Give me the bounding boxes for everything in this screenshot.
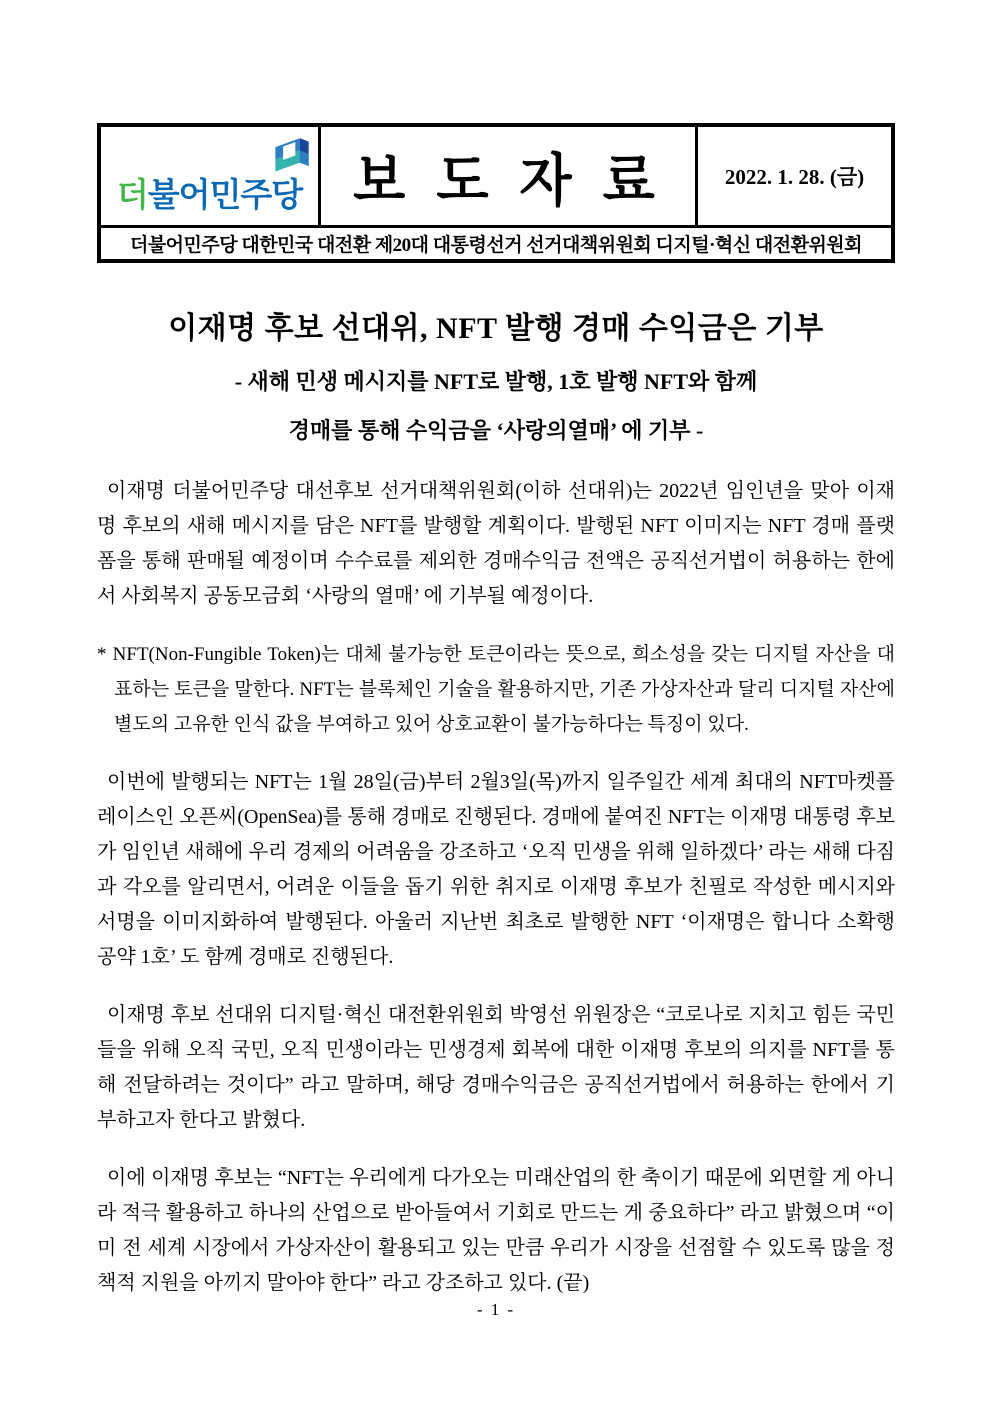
paragraph-1: 이재명 더불어민주당 대선후보 선거대책위원회(이하 선대위)는 2022년 임인년을 맞아 이재명 후보의 새해 메시지를 담은 NFT를 발행할 계획이다. 발행된 NFT 이미지는 NFT 경매 플랫폼을 통해 판매될 예정이며 수수료를 제외한 경매수익금 전액은 공직선거법이 허용하는 한에서 사회복지 공동모금회 ‘사랑의 열매’ 에 기부될 예정이다. [97,480,895,607]
article-subtitle-line2: 경매를 통해 수익금을 ‘사랑의열매’ 에 기부 - [288,418,704,443]
party-logo [101,127,321,225]
doc-type-title: 보 도 자 료 [353,149,663,213]
paragraph-2: 이번에 발행되는 NFT는 1월 28일(금)부터 2월3일(목)까지 일주일간 세계 최대의 NFT마켓플레이스인 오픈씨(OpenSea)를 통해 경매로 진행된다. 경매에 붙여진 NFT는 이재명 대통령 후보가 임인년 새해에 우리 경제의 어려움을 강조하고 ‘오직 민생을 위해 일하겠다’ 라는 새해 다짐과 각오를 알리면서, 어려운 이들을 돕기 위한 취지로 이재명 후보가 친필로 작성한 메시지와 서명을 이미지화하여 발행된다. 아울러 지난번 최초로 발행한 NFT ‘이재명은 합니다 소확행 공약 1호’ 도 함께 경매로 진행된다. [97,771,895,968]
nft-definition-note: * NFT(Non-Fungible Token)는 대체 불가능한 토큰이라는 뜻으로, 희소성을 갖는 디지털 자산을 대표하는 토큰을 말한다. NFT는 블록체인 기술을 활용하지만, 기존 가상자산과 달리 디지털 자산에 별도의 고유한 인식 값을 부여하고 있어 상호교환이 불가능하다는 특징이 있다. [97,644,895,735]
committee-bar [101,225,891,259]
header [97,123,895,263]
date-cell [698,127,891,225]
header-top-row [101,127,891,225]
article-title: 이재명 후보 선대위, NFT 발행 경매 수익금은 기부 [168,312,824,345]
paragraph-4: 이에 이재명 후보는 “NFT는 우리에게 다가오는 미래산업의 한 축이기 때문에 외면할 게 아니라 적극 활용하고 하나의 산업으로 받아들여서 기회로 만드는 게 중요하다” 라고 밝혔으며 “이미 전 세계 시장에서 가상자산이 활용되고 있는 만큼 우리가 시장을 선점할 수 있도록 많을 정책적 지원을 아끼지 말아야 한다” 라고 강조하고 있다. (끝) [97,1167,895,1294]
doc-type-cell [321,127,698,225]
paragraph-3: 이재명 후보 선대위 디지털·혁신 대전환위원회 박영선 위원장은 “코로나로 지치고 힘든 국민들을 위해 오직 국민, 오직 민생이라는 민생경제 회복에 대한 이재명 후보의 의지를 NFT를 통해 전달하려는 것이다” 라고 말하며, 해당 경매수익금은 공직선거법에서 허용하는 한에서 기부하고자 한다고 밝혔다. [97,1004,895,1131]
party-logo-text [117,178,302,211]
committee-name: 더불어민주당 대한민국 대전환 제20대 대통령선거 선거대책위원회 디지털·혁신 대전환위원회 [129,235,863,256]
article-subtitle-line1: - 새해 민생 메시지를 NFT로 발행, 1호 발행 NFT와 함께 [234,369,758,394]
release-date: 2022. 1. 28. (금) [724,165,865,189]
party-flag-icon [272,136,312,176]
party-logo-text-rest: 불어민주당 [147,176,303,213]
page-number: - 1 - [476,1300,516,1319]
article-body [97,474,895,1301]
party-logo-text-first: 더 [116,176,148,213]
